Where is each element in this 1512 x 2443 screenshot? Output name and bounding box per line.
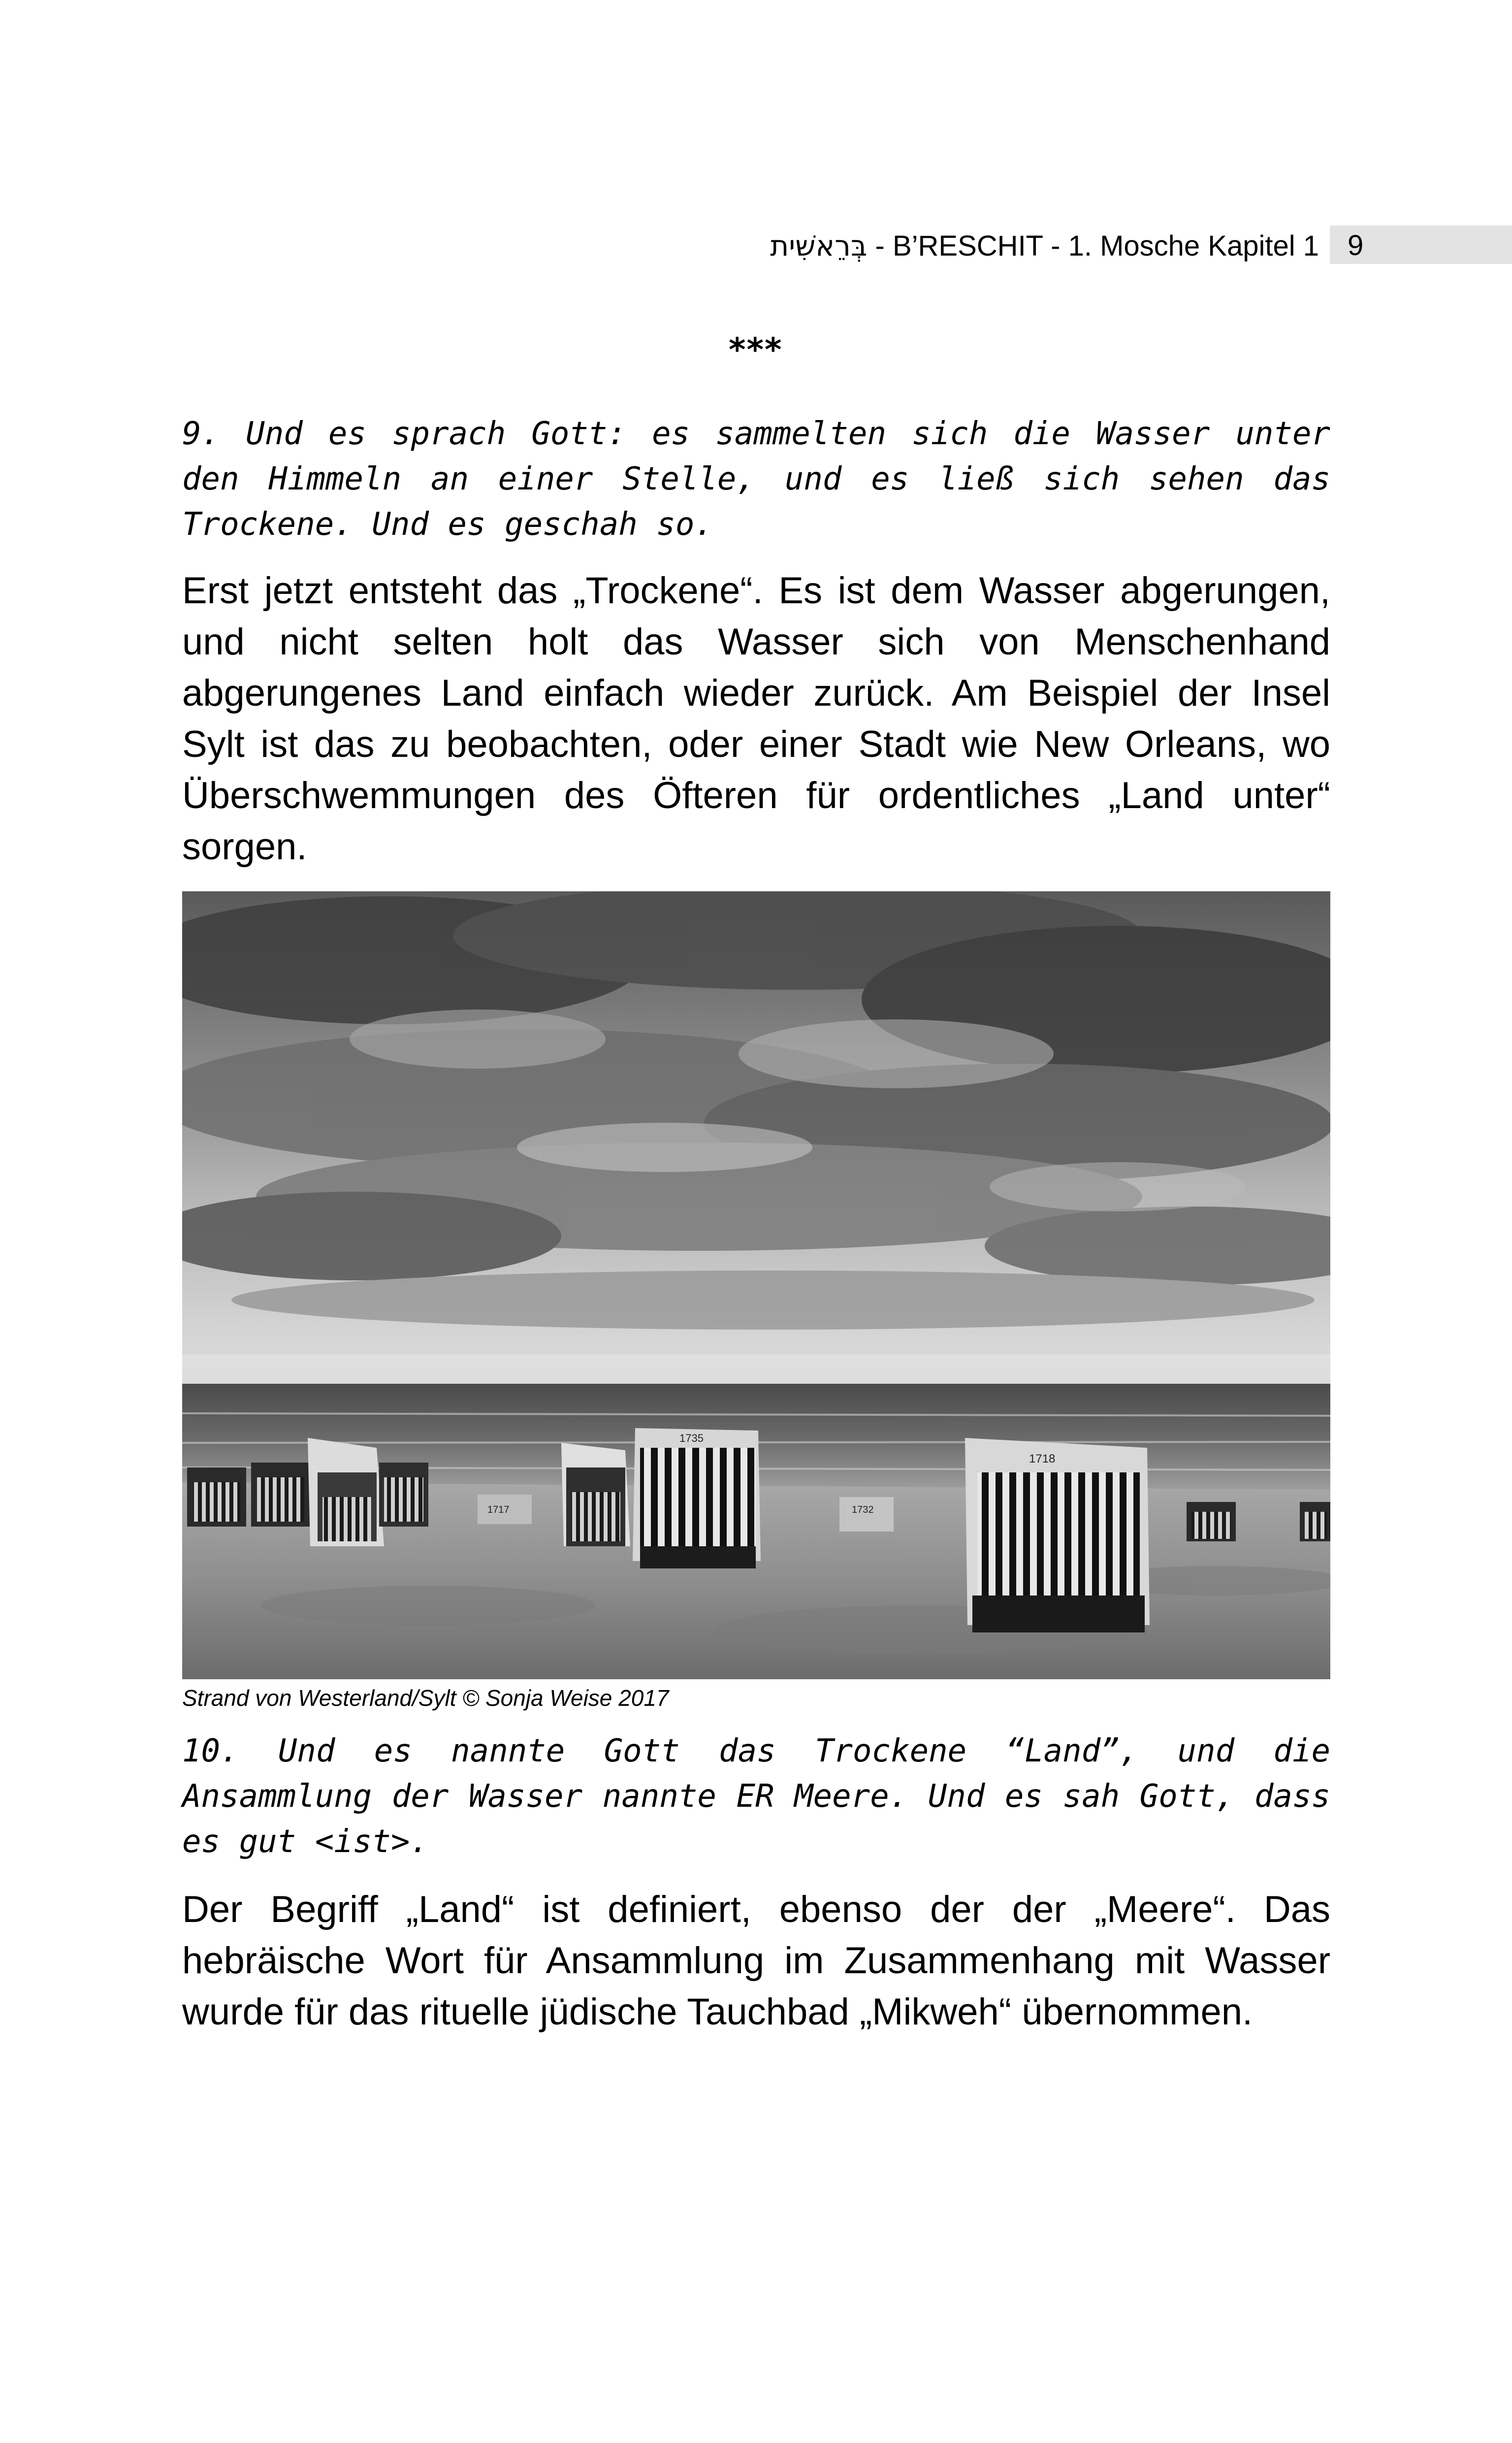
beach-chair-center-left [561,1443,630,1546]
header-title [770,228,1319,263]
page-number-tab [1330,226,1512,264]
chair-number-1717: 1717 [487,1504,510,1515]
beach-chair-1718 [965,1438,1150,1632]
page-number: 9 [1348,229,1364,261]
beach-chair-far-right-2 [1300,1502,1330,1541]
beach-photo [182,891,1330,1679]
beach-chair-1732 [839,1497,894,1531]
beach-chair-1735 [633,1428,761,1568]
beach-chair-far-right-1 [1187,1502,1236,1541]
chair-number-1718: 1718 [1029,1452,1056,1466]
beach-chair-far-left [187,1467,246,1527]
verse-9: 9. Und es sprach Gott: es sammelten sich die Wasser unter den Himmeln an einer Stelle, und es ließ sich sehen das Trockene. Und es geschah so. [182,416,1330,543]
beach-chair-left-2 [308,1438,384,1546]
header-hebrew-title: בְּרֵאשִׁית [770,229,868,262]
section-separator: *** [729,331,783,369]
header-latin-title: - B’RESCHIT - 1. Mosche Kapitel 1 [867,230,1319,262]
chair-number-1732: 1732 [852,1504,874,1515]
verse-10: 10. Und es nannte Gott das Trockene “Land”, und die Ansammlung der Wasser nannte ER Meere. Und es sah Gott, dass es gut <ist>. [182,1733,1330,1860]
beach-chair-left-1 [251,1463,310,1527]
chair-number-1735: 1735 [679,1432,704,1444]
beach-chair-left-3 [379,1463,428,1527]
commentary-verse-10: Der Begriff „Land“ ist definiert, ebenso der der „Meere“. Das hebräische Wort für Ansammlung im Zusammenhang mit Wasser wurde für das rituelle jüdische Tauchbad „Mikweh“ übernommen. [182,1889,1330,2033]
photo-caption: Strand von Westerland/Sylt © Sonja Weise 2017 [182,1685,669,1711]
beach-chair-1717 [478,1495,532,1524]
running-header [689,226,1512,264]
commentary-verse-9: Erst jetzt entsteht das „Trockene“. Es ist dem Wasser abgerungen, und nicht selten holt das Wasser sich von Menschenhand abgerungenes Land einfach wieder zurück. Am Beispiel der Insel Sylt ist das zu beobachten, oder einer Stadt wie New Orleans, wo Überschwemmungen des Öfteren für ordentliches „Land unter“ sorgen. [182,570,1330,868]
